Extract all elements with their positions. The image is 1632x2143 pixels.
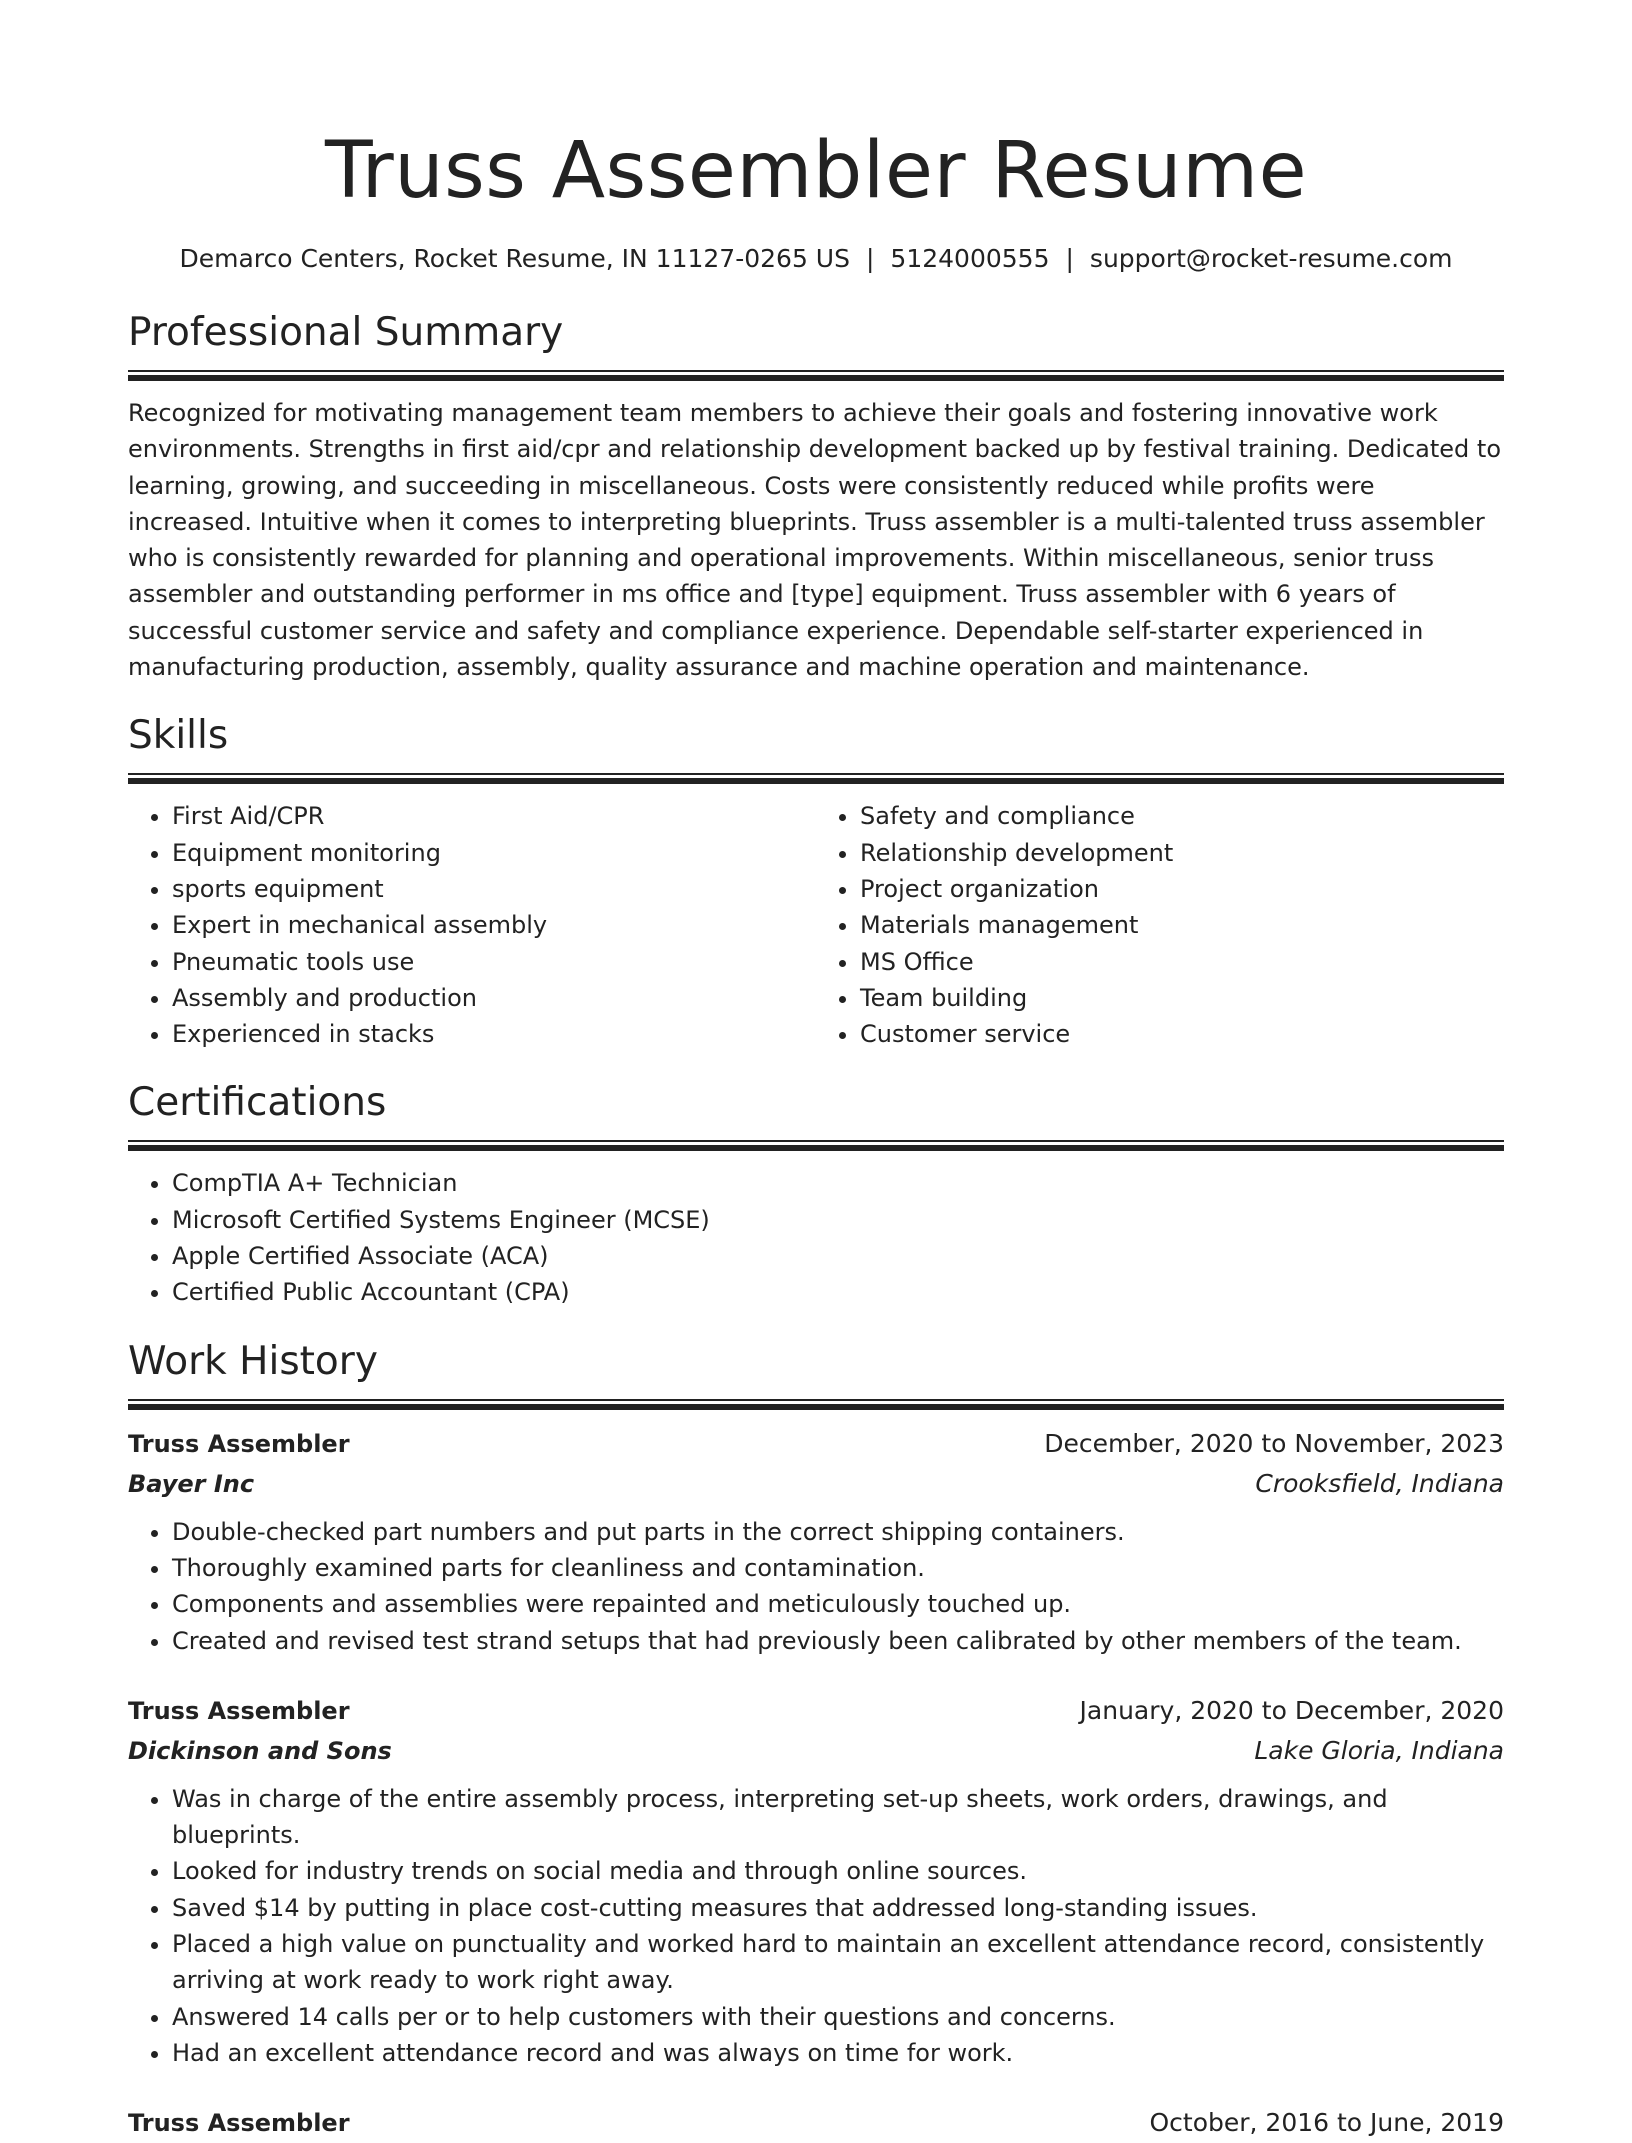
job-title: Truss Assembler (128, 2109, 350, 2138)
work-heading: Work History (128, 1338, 378, 1384)
skill-item: • Equipment monitoring (172, 835, 816, 871)
certifications-section-header (128, 1078, 1504, 1151)
skill-item: • Pneumatic tools use (172, 944, 816, 980)
job-duty: • Double-checked part numbers and put parts in the correct shipping containers. (172, 1514, 1504, 1550)
contact-separator: | (865, 244, 875, 273)
job-company: Bayer Inc (128, 1469, 255, 1498)
job-dates: December, 2020 to November, 2023 (1044, 1428, 1504, 1458)
skills-heading: Skills (128, 713, 229, 759)
skill-item: • MS Office (860, 944, 1504, 980)
job-location: Lake Gloria, Indiana (1254, 1735, 1504, 1765)
job-company-row (128, 1464, 1504, 1504)
section-divider (128, 1399, 1504, 1410)
job-header-row (128, 2103, 1504, 2143)
job-duty: • Had an excellent attendance record and was always on time for work. (172, 2035, 1504, 2071)
job-title: Truss Assembler (128, 1696, 350, 1725)
job-entry (128, 1424, 1504, 1659)
certification-item: • CompTIA A+ Technician (172, 1165, 1504, 1201)
job-entry (128, 1691, 1504, 2071)
certification-item: • Apple Certified Associate (ACA) (172, 1238, 1504, 1274)
skill-item: • Customer service (860, 1016, 1504, 1052)
certifications-list (128, 1165, 1504, 1310)
contact-email: support@rocket-resume.com (1089, 244, 1453, 273)
summary-text: Recognized for motivating management team members to achieve their goals and fostering innovative work environments. Strengths in first aid/cpr and relationship development backed up by festival training. Dedicated to learning, growing, and succeeding in miscellaneous. Costs were consistently reduced while profits were increased. Intuitive when it comes to interpreting blueprints. Truss assembler is a multi-talented truss assembler who is consistently rewarded for planning and operational improvements. Within miscellaneous, senior truss assembler and outstanding performer in ms office and [type] equipment. Truss assembler with 6 years of successful customer service and safety and compliance experience. Dependable self-starter experienced in manufacturing production, assembly, quality assurance and machine operation and maintenance. (128, 399, 1502, 682)
job-header-row (128, 1424, 1504, 1464)
job-duty: • Thoroughly examined parts for cleanliness and contamination. (172, 1550, 1504, 1586)
skills-section-header (128, 711, 1504, 784)
skill-item: • Relationship development (860, 835, 1504, 871)
job-entry (128, 2103, 1504, 2143)
skill-item: • First Aid/CPR (172, 798, 816, 834)
contact-line (128, 242, 1504, 276)
section-divider (128, 1140, 1504, 1151)
skill-item: • Assembly and production (172, 980, 816, 1016)
section-divider (128, 370, 1504, 381)
work-section-header (128, 1337, 1504, 1410)
section-divider (128, 773, 1504, 784)
skill-item: • Project organization (860, 871, 1504, 907)
certification-item: • Microsoft Certified Systems Engineer (MCSE) (172, 1202, 1504, 1238)
job-location: Crooksfield, Indiana (1255, 1468, 1504, 1498)
job-dates: October, 2016 to June, 2019 (1149, 2108, 1504, 2138)
skill-item: • Materials management (860, 907, 1504, 943)
certification-item: • Certified Public Accountant (CPA) (172, 1274, 1504, 1310)
skills-left-column (128, 798, 816, 1052)
certifications-heading: Certifications (128, 1080, 387, 1126)
job-duty: • Placed a high value on punctuality and worked hard to maintain an excellent attendance record, consistently arriving at work ready to work right away. (172, 1926, 1504, 1999)
skills-right-column (816, 798, 1504, 1052)
job-company-row (128, 1731, 1504, 1771)
skill-item: • Experienced in stacks (172, 1016, 816, 1052)
skills-columns (128, 798, 1504, 1052)
job-title: Truss Assembler (128, 1429, 350, 1458)
job-duty: • Created and revised test strand setups that had previously been calibrated by other members of the team. (172, 1623, 1504, 1659)
job-duties-list (128, 1781, 1504, 2071)
job-duty: • Components and assemblies were repainted and meticulously touched up. (172, 1586, 1504, 1622)
skill-item: • Safety and compliance (860, 798, 1504, 834)
job-header-row (128, 1691, 1504, 1731)
skills-right-list (816, 798, 1504, 1052)
job-company: Dickinson and Sons (128, 1736, 392, 1765)
contact-address: Demarco Centers, Rocket Resume, IN 11127-0265 US (179, 244, 850, 273)
resume-title: Truss Assembler Resume (324, 126, 1308, 216)
skill-item: • Expert in mechanical assembly (172, 907, 816, 943)
job-duties-list (128, 1514, 1504, 1659)
contact-separator: | (1065, 244, 1074, 273)
job-duty: • Saved $14 by putting in place cost-cutting measures that addressed long-standing issues. (172, 1890, 1504, 1926)
job-duty: • Was in charge of the entire assembly process, interpreting set-up sheets, work orders, drawings, and blueprints. (172, 1781, 1504, 1854)
job-dates: January, 2020 to December, 2020 (1079, 1695, 1504, 1725)
summary-heading: Professional Summary (128, 310, 564, 355)
summary-section-header (128, 308, 1504, 381)
skill-item: • Team building (860, 980, 1504, 1016)
contact-phone: 5124000555 (890, 244, 1050, 273)
job-duty: • Looked for industry trends on social media and through online sources. (172, 1853, 1504, 1889)
skills-left-list (128, 798, 816, 1052)
skill-item: • sports equipment (172, 871, 816, 907)
job-duty: • Answered 14 calls per or to help customers with their questions and concerns. (172, 1999, 1504, 2035)
